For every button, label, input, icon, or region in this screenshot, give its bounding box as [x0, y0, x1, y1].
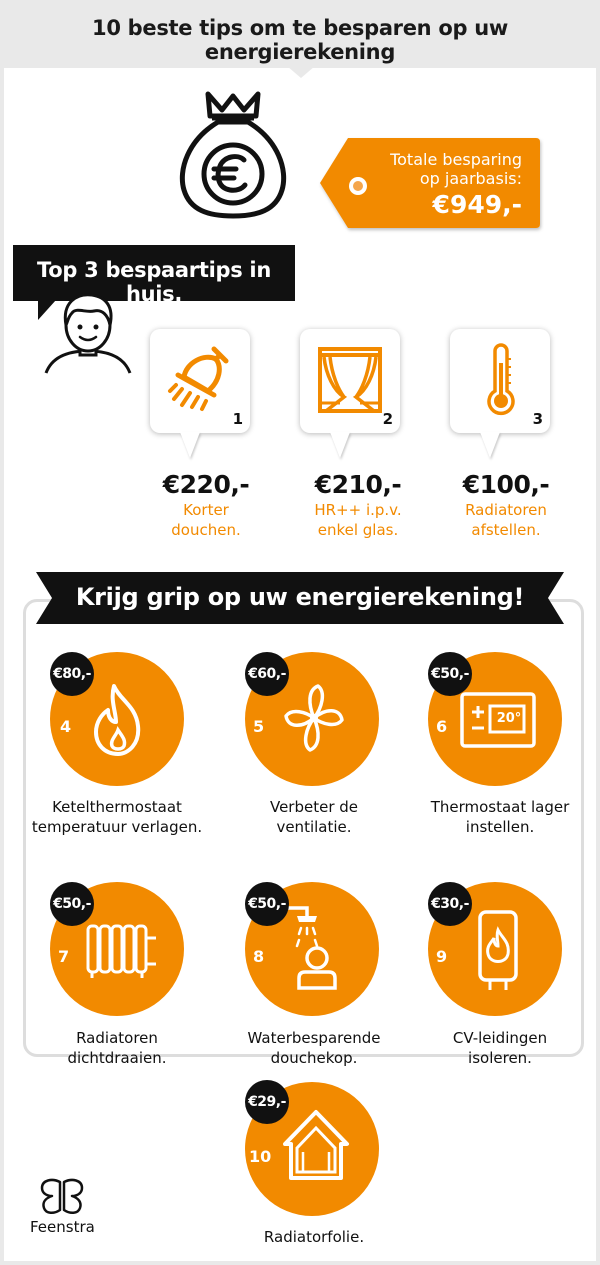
tip-number-8: 8 — [253, 947, 265, 966]
house-icon — [281, 1106, 351, 1182]
boiler-icon — [476, 908, 520, 992]
top3-desc-2-line1: HR++ i.p.v. — [314, 501, 402, 519]
card-tail-3 — [480, 432, 500, 458]
tip-number-6: 6 — [436, 717, 448, 736]
top3-card-3 — [450, 329, 550, 433]
tip-label-7-line2: dichtdraaien. — [67, 1049, 167, 1067]
feenstra-logo-icon — [40, 1178, 84, 1218]
tip-number-1: 1 — [232, 410, 243, 428]
top3-desc-3-line1: Radiatoren — [465, 501, 547, 519]
top3-card-2 — [300, 329, 400, 433]
flame-icon — [90, 682, 146, 758]
tip-badge-7: €50,- — [50, 882, 94, 926]
header-notch — [287, 66, 315, 78]
grip-heading: Krijg grip op uw energierekening! — [75, 583, 525, 611]
shower-icon — [164, 343, 236, 415]
tip-label-6-line2: instellen. — [465, 818, 535, 836]
money-bag-icon — [178, 90, 288, 220]
top3-desc-1-line2: douchen. — [171, 521, 241, 539]
tip-badge-10: €29,- — [245, 1080, 289, 1124]
tip-badge-8: €50,- — [245, 882, 289, 926]
tip-label-6-line1: Thermostaat lager — [430, 798, 570, 816]
fan-icon — [282, 682, 346, 754]
tip-number-4: 4 — [60, 717, 72, 736]
curtain-window-icon — [316, 345, 384, 415]
top3-amount-3: €100,- — [462, 470, 550, 499]
tip-number-9: 9 — [436, 947, 448, 966]
savings-label-line2: op jaarbasis: — [419, 169, 522, 188]
top3-desc-1-line1: Korter — [183, 501, 229, 519]
card-tail-1 — [180, 432, 200, 458]
card-tail-2 — [330, 432, 350, 458]
top3-heading: Top 3 bespaartips in huis. — [37, 258, 271, 306]
thermostat-display: 20° — [496, 711, 522, 726]
feenstra-logo-text: Feenstra — [30, 1218, 95, 1236]
tip-label-5-line1: Verbeter de — [269, 798, 359, 816]
tip-number-5: 5 — [253, 717, 265, 736]
header-bar — [0, 0, 600, 68]
tip-badge-5: €60,- — [245, 652, 289, 696]
tip-label-5-line2: ventilatie. — [276, 818, 352, 836]
tip-label-7-line1: Radiatoren — [76, 1029, 158, 1047]
radiator-icon — [84, 920, 158, 980]
tip-number-7: 7 — [58, 947, 70, 966]
top3-desc-3-line2: afstellen. — [471, 521, 541, 539]
thermometer-icon — [486, 343, 516, 417]
person-icon — [42, 285, 134, 375]
tip-number-10: 10 — [249, 1147, 272, 1166]
tip-badge-4: €80,- — [50, 652, 94, 696]
top3-amount-2: €210,- — [314, 470, 402, 499]
tip-label-9-line2: isoleren. — [468, 1049, 532, 1067]
savings-amount: €949,- — [432, 190, 522, 219]
tip-badge-6: €50,- — [428, 652, 472, 696]
tip-number-2: 2 — [382, 410, 393, 428]
top3-desc-2-line2: enkel glas. — [317, 521, 399, 539]
tip-label-8-line1: Waterbesparende — [247, 1029, 381, 1047]
tip-label-4-line2: temperatuur verlagen. — [31, 818, 203, 836]
tip-label-4-line1: Ketelthermostaat — [52, 798, 182, 816]
showerhead-person-icon — [285, 902, 349, 992]
tip-label-9-line1: CV-leidingen — [452, 1029, 548, 1047]
savings-label-line1: Totale besparing — [390, 150, 522, 169]
top3-amount-1: €220,- — [162, 470, 250, 499]
tip-number-3: 3 — [532, 410, 543, 428]
tip-label-10: Radiatorfolie. — [263, 1228, 365, 1246]
tip-badge-9: €30,- — [428, 882, 472, 926]
tip-label-8-line2: douchekop. — [270, 1049, 358, 1067]
page-title: 10 beste tips om te besparen op uw energierekening — [92, 16, 508, 64]
top3-card-1 — [150, 329, 250, 433]
